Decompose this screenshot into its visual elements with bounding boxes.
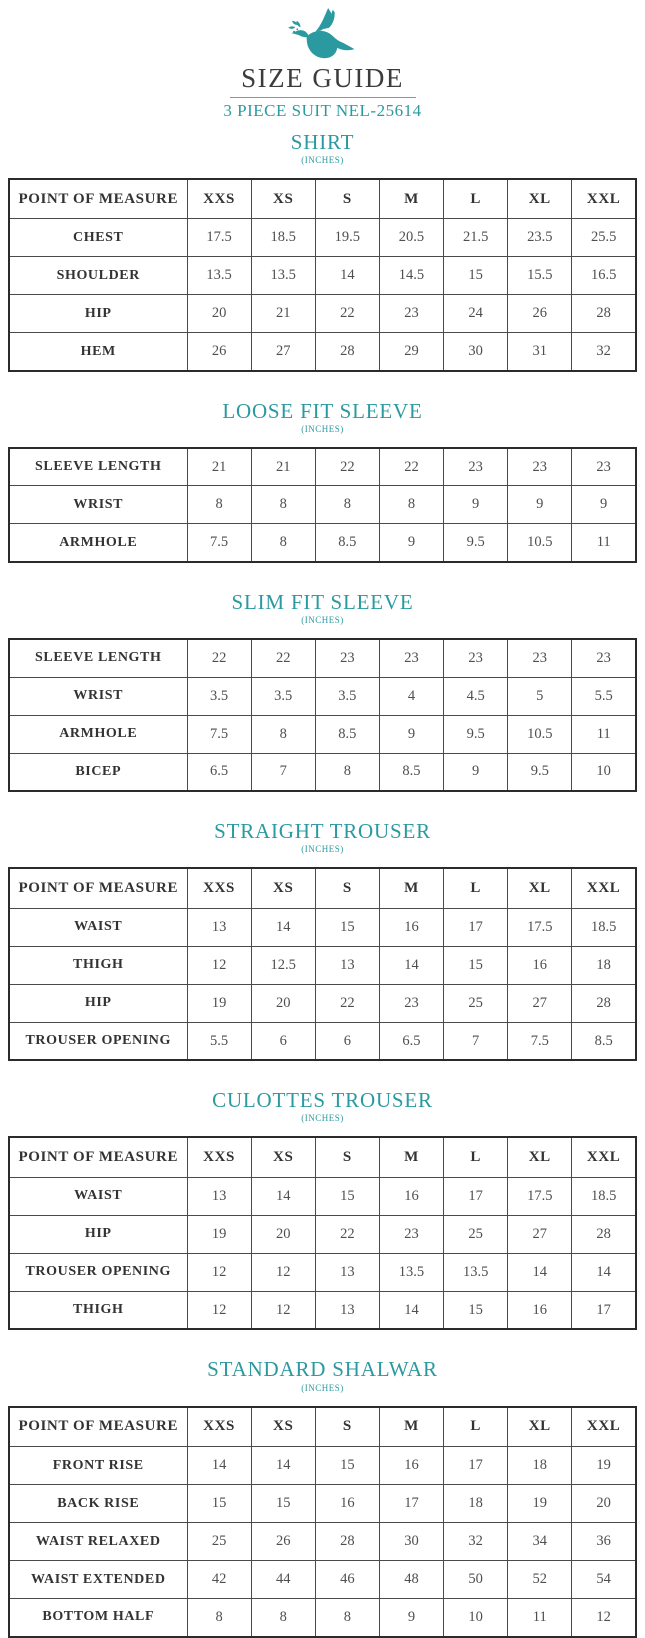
measure-value: 15 — [187, 1485, 251, 1523]
size-header-cell: XS — [251, 179, 315, 219]
measure-value: 14 — [251, 1177, 315, 1215]
measure-value: 23 — [379, 639, 443, 677]
measure-value: 22 — [251, 639, 315, 677]
size-section — [0, 819, 645, 1061]
measure-value: 11 — [572, 715, 636, 753]
section-title: SLIM FIT SLEEVE — [231, 589, 414, 614]
table-header-row — [9, 868, 636, 908]
measure-value: 21 — [187, 448, 251, 486]
measure-value: 32 — [444, 1523, 508, 1561]
measure-value: 27 — [508, 1215, 572, 1253]
measure-label: BOTTOM HALF — [9, 1599, 187, 1637]
measure-value: 9.5 — [444, 715, 508, 753]
measure-value: 32 — [572, 333, 636, 371]
measure-value: 16 — [508, 946, 572, 984]
measure-value: 8 — [315, 1599, 379, 1637]
measure-value: 36 — [572, 1523, 636, 1561]
unit-label: (INCHES) — [301, 844, 344, 855]
measure-value: 8.5 — [315, 524, 379, 562]
size-header-cell: XS — [251, 1407, 315, 1447]
size-table — [8, 1406, 637, 1638]
measure-value: 6 — [315, 1022, 379, 1060]
measure-row — [9, 448, 636, 486]
measure-value: 23 — [379, 984, 443, 1022]
size-header-cell: L — [444, 179, 508, 219]
measure-value: 9.5 — [444, 524, 508, 562]
size-header-cell: XL — [508, 1137, 572, 1177]
size-header-cell: S — [315, 1137, 379, 1177]
point-of-measure-header: POINT OF MEASURE — [9, 1407, 187, 1447]
measure-value: 16 — [379, 1447, 443, 1485]
measure-value: 3.5 — [251, 677, 315, 715]
measure-value: 8.5 — [572, 1022, 636, 1060]
measure-row — [9, 1291, 636, 1329]
measure-value: 14.5 — [379, 257, 443, 295]
size-section — [0, 399, 645, 563]
measure-row — [9, 1022, 636, 1060]
measure-value: 9 — [508, 486, 572, 524]
measure-row — [9, 677, 636, 715]
table-header-row — [9, 1407, 636, 1447]
measure-value: 42 — [187, 1561, 251, 1599]
unit-label: (INCHES) — [301, 154, 344, 165]
measure-label: FRONT RISE — [9, 1447, 187, 1485]
measure-value: 18 — [508, 1447, 572, 1485]
measure-row — [9, 1599, 636, 1637]
point-of-measure-header: POINT OF MEASURE — [9, 868, 187, 908]
measure-value: 7 — [444, 1022, 508, 1060]
section-title: STRAIGHT TROUSER — [214, 819, 431, 844]
measure-value: 15 — [315, 1177, 379, 1215]
point-of-measure-header: POINT OF MEASURE — [9, 179, 187, 219]
measure-value: 17 — [444, 1447, 508, 1485]
measure-value: 34 — [508, 1523, 572, 1561]
measure-label: BICEP — [9, 753, 187, 791]
size-header-cell: XXS — [187, 868, 251, 908]
measure-label: TROUSER OPENING — [9, 1253, 187, 1291]
measure-value: 19 — [572, 1447, 636, 1485]
measure-value: 50 — [444, 1561, 508, 1599]
brand-logo — [0, 6, 645, 62]
size-header-cell: L — [444, 868, 508, 908]
measure-value: 19 — [187, 984, 251, 1022]
measure-value: 23 — [315, 639, 379, 677]
measure-value: 18 — [572, 946, 636, 984]
measure-value: 13 — [187, 1177, 251, 1215]
measure-value: 28 — [572, 984, 636, 1022]
dove-olive-branch-icon — [287, 8, 359, 62]
measure-value: 16 — [315, 1485, 379, 1523]
measure-label: BACK RISE — [9, 1485, 187, 1523]
measure-value: 25 — [187, 1523, 251, 1561]
measure-value: 28 — [315, 333, 379, 371]
measure-value: 9 — [572, 486, 636, 524]
measure-value: 25.5 — [572, 219, 636, 257]
measure-value: 18.5 — [251, 219, 315, 257]
measure-value: 7.5 — [187, 524, 251, 562]
measure-value: 17.5 — [508, 1177, 572, 1215]
measure-value: 23 — [379, 295, 443, 333]
unit-label: (INCHES) — [301, 615, 344, 626]
measure-value: 20 — [251, 984, 315, 1022]
measure-value: 23 — [508, 639, 572, 677]
measure-value: 16 — [379, 1177, 443, 1215]
measure-value: 20 — [251, 1215, 315, 1253]
measure-value: 23 — [444, 639, 508, 677]
measure-value: 9 — [379, 524, 443, 562]
measure-row — [9, 1561, 636, 1599]
size-table — [8, 178, 637, 372]
measure-label: WAIST — [9, 1177, 187, 1215]
measure-value: 4 — [379, 677, 443, 715]
measure-value: 6.5 — [379, 1022, 443, 1060]
measure-row — [9, 1215, 636, 1253]
measure-value: 13.5 — [251, 257, 315, 295]
measure-value: 28 — [315, 1523, 379, 1561]
measure-value: 10.5 — [508, 715, 572, 753]
measure-value: 22 — [315, 448, 379, 486]
title-divider — [230, 97, 416, 98]
measure-value: 26 — [187, 333, 251, 371]
measure-label: HEM — [9, 333, 187, 371]
measure-label: WAIST RELAXED — [9, 1523, 187, 1561]
measure-value: 24 — [444, 295, 508, 333]
measure-value: 8 — [251, 1599, 315, 1637]
measure-label: HIP — [9, 984, 187, 1022]
measure-label: CHEST — [9, 219, 187, 257]
measure-value: 21.5 — [444, 219, 508, 257]
measure-row — [9, 1177, 636, 1215]
measure-value: 11 — [508, 1599, 572, 1637]
measure-value: 7.5 — [187, 715, 251, 753]
measure-row — [9, 1523, 636, 1561]
measure-value: 22 — [187, 639, 251, 677]
measure-value: 19 — [187, 1215, 251, 1253]
measure-value: 30 — [444, 333, 508, 371]
measure-value: 8 — [315, 753, 379, 791]
size-header-cell: XXL — [572, 1137, 636, 1177]
measure-value: 5.5 — [187, 1022, 251, 1060]
measure-value: 4.5 — [444, 677, 508, 715]
measure-label: TROUSER OPENING — [9, 1022, 187, 1060]
measure-value: 44 — [251, 1561, 315, 1599]
measure-row — [9, 219, 636, 257]
measure-value: 20.5 — [379, 219, 443, 257]
measure-row — [9, 524, 636, 562]
measure-value: 14 — [379, 1291, 443, 1329]
measure-label: SHOULDER — [9, 257, 187, 295]
measure-value: 14 — [187, 1447, 251, 1485]
size-header-cell: XL — [508, 1407, 572, 1447]
measure-value: 12 — [251, 1253, 315, 1291]
measure-value: 8 — [379, 486, 443, 524]
measure-value: 8.5 — [315, 715, 379, 753]
measure-value: 25 — [444, 1215, 508, 1253]
measure-label: ARMHOLE — [9, 715, 187, 753]
measure-value: 27 — [251, 333, 315, 371]
measure-value: 12 — [251, 1291, 315, 1329]
measure-value: 3.5 — [187, 677, 251, 715]
measure-row — [9, 1485, 636, 1523]
measure-value: 31 — [508, 333, 572, 371]
measure-label: THIGH — [9, 1291, 187, 1329]
measure-value: 15 — [315, 1447, 379, 1485]
measure-value: 15 — [444, 257, 508, 295]
size-header-cell: M — [379, 868, 443, 908]
size-header-cell: S — [315, 868, 379, 908]
measure-value: 21 — [251, 295, 315, 333]
section-title: CULOTTES TROUSER — [212, 1088, 433, 1113]
measure-value: 20 — [187, 295, 251, 333]
size-section — [0, 1357, 645, 1637]
measure-value: 13.5 — [379, 1253, 443, 1291]
measure-row — [9, 333, 636, 371]
measure-value: 10 — [572, 753, 636, 791]
measure-row — [9, 486, 636, 524]
measure-row — [9, 946, 636, 984]
measure-value: 20 — [572, 1485, 636, 1523]
measure-value: 23 — [444, 448, 508, 486]
measure-value: 9.5 — [508, 753, 572, 791]
section-title: STANDARD SHALWAR — [207, 1357, 438, 1382]
measure-value: 15 — [444, 946, 508, 984]
measure-value: 12 — [187, 946, 251, 984]
measure-row — [9, 984, 636, 1022]
measure-value: 22 — [379, 448, 443, 486]
measure-value: 13 — [187, 908, 251, 946]
measure-value: 22 — [315, 984, 379, 1022]
measure-value: 14 — [508, 1253, 572, 1291]
size-header-cell: XXS — [187, 1407, 251, 1447]
measure-value: 14 — [251, 908, 315, 946]
measure-label: THIGH — [9, 946, 187, 984]
size-table — [8, 1136, 637, 1330]
measure-value: 17 — [379, 1485, 443, 1523]
size-header-cell: L — [444, 1137, 508, 1177]
measure-value: 27 — [508, 984, 572, 1022]
measure-value: 15 — [444, 1291, 508, 1329]
measure-value: 8 — [251, 486, 315, 524]
size-header-cell: XL — [508, 179, 572, 219]
measure-label: ARMHOLE — [9, 524, 187, 562]
size-header-cell: S — [315, 1407, 379, 1447]
measure-value: 12 — [187, 1291, 251, 1329]
measure-value: 13 — [315, 946, 379, 984]
measure-row — [9, 639, 636, 677]
measure-value: 28 — [572, 1215, 636, 1253]
size-header-cell: M — [379, 1137, 443, 1177]
measure-value: 9 — [379, 1599, 443, 1637]
measure-value: 17.5 — [508, 908, 572, 946]
measure-row — [9, 715, 636, 753]
size-header-cell: XS — [251, 868, 315, 908]
size-header-cell: XS — [251, 1137, 315, 1177]
measure-value: 8 — [187, 486, 251, 524]
masthead — [0, 6, 645, 121]
point-of-measure-header: POINT OF MEASURE — [9, 1137, 187, 1177]
measure-value: 13.5 — [187, 257, 251, 295]
table-header-row — [9, 1137, 636, 1177]
measure-value: 9 — [379, 715, 443, 753]
measure-value: 30 — [379, 1523, 443, 1561]
measure-value: 18.5 — [572, 1177, 636, 1215]
size-table — [8, 638, 637, 792]
measure-label: WRIST — [9, 486, 187, 524]
measure-label: WAIST — [9, 908, 187, 946]
measure-value: 13.5 — [444, 1253, 508, 1291]
measure-value: 23 — [379, 1215, 443, 1253]
measure-value: 16 — [379, 908, 443, 946]
size-header-cell: L — [444, 1407, 508, 1447]
measure-value: 22 — [315, 295, 379, 333]
unit-label: (INCHES) — [301, 423, 344, 434]
measure-value: 16.5 — [572, 257, 636, 295]
measure-value: 17.5 — [187, 219, 251, 257]
measure-value: 7.5 — [508, 1022, 572, 1060]
measure-value: 10 — [444, 1599, 508, 1637]
page-subtitle: 3 PIECE SUIT NEL-25614 — [223, 100, 422, 120]
measure-value: 25 — [444, 984, 508, 1022]
measure-value: 23 — [572, 448, 636, 486]
measure-value: 18.5 — [572, 908, 636, 946]
measure-value: 48 — [379, 1561, 443, 1599]
size-section — [0, 1088, 645, 1330]
measure-value: 26 — [251, 1523, 315, 1561]
measure-label: SLEEVE LENGTH — [9, 639, 187, 677]
measure-value: 5 — [508, 677, 572, 715]
measure-value: 9 — [444, 753, 508, 791]
measure-value: 8 — [187, 1599, 251, 1637]
measure-value: 22 — [315, 1215, 379, 1253]
measure-value: 16 — [508, 1291, 572, 1329]
size-table — [8, 447, 637, 563]
measure-value: 14 — [251, 1447, 315, 1485]
measure-value: 14 — [572, 1253, 636, 1291]
measure-value: 13 — [315, 1253, 379, 1291]
measure-value: 46 — [315, 1561, 379, 1599]
measure-label: WAIST EXTENDED — [9, 1561, 187, 1599]
section-title: SHIRT — [290, 129, 355, 154]
measure-value: 23 — [508, 448, 572, 486]
measure-label: HIP — [9, 295, 187, 333]
measure-value: 26 — [508, 295, 572, 333]
size-header-cell: XL — [508, 868, 572, 908]
measure-label: HIP — [9, 1215, 187, 1253]
measure-label: SLEEVE LENGTH — [9, 448, 187, 486]
page-title: SIZE GUIDE — [241, 63, 404, 93]
measure-value: 12 — [572, 1599, 636, 1637]
size-section — [0, 590, 645, 792]
size-header-cell: XXL — [572, 179, 636, 219]
measure-value: 17 — [444, 908, 508, 946]
measure-row — [9, 1447, 636, 1485]
size-header-cell: M — [379, 1407, 443, 1447]
measure-value: 14 — [315, 257, 379, 295]
measure-value: 23.5 — [508, 219, 572, 257]
measure-row — [9, 908, 636, 946]
measure-value: 52 — [508, 1561, 572, 1599]
measure-value: 11 — [572, 524, 636, 562]
size-header-cell: XXL — [572, 1407, 636, 1447]
size-section — [0, 130, 645, 372]
measure-value: 13 — [315, 1291, 379, 1329]
table-header-row — [9, 179, 636, 219]
measure-value: 8.5 — [379, 753, 443, 791]
size-table — [8, 867, 637, 1061]
unit-label: (INCHES) — [301, 1113, 344, 1124]
measure-value: 7 — [251, 753, 315, 791]
measure-value: 29 — [379, 333, 443, 371]
measure-value: 54 — [572, 1561, 636, 1599]
size-header-cell: XXS — [187, 179, 251, 219]
size-header-cell: XXS — [187, 1137, 251, 1177]
measure-value: 8 — [251, 524, 315, 562]
measure-value: 8 — [315, 486, 379, 524]
measure-value: 6.5 — [187, 753, 251, 791]
measure-value: 15.5 — [508, 257, 572, 295]
measure-row — [9, 753, 636, 791]
sections-container — [0, 130, 645, 1638]
measure-label: WRIST — [9, 677, 187, 715]
measure-value: 19.5 — [315, 219, 379, 257]
measure-value: 14 — [379, 946, 443, 984]
measure-value: 19 — [508, 1485, 572, 1523]
measure-value: 23 — [572, 639, 636, 677]
measure-value: 17 — [572, 1291, 636, 1329]
measure-value: 18 — [444, 1485, 508, 1523]
unit-label: (INCHES) — [301, 1382, 344, 1393]
size-header-cell: M — [379, 179, 443, 219]
size-header-cell: S — [315, 179, 379, 219]
measure-value: 21 — [251, 448, 315, 486]
measure-row — [9, 257, 636, 295]
measure-value: 15 — [315, 908, 379, 946]
measure-value: 10.5 — [508, 524, 572, 562]
size-header-cell: XXL — [572, 868, 636, 908]
measure-value: 12 — [187, 1253, 251, 1291]
measure-value: 12.5 — [251, 946, 315, 984]
measure-value: 3.5 — [315, 677, 379, 715]
measure-value: 17 — [444, 1177, 508, 1215]
measure-row — [9, 1253, 636, 1291]
measure-row — [9, 295, 636, 333]
measure-value: 8 — [251, 715, 315, 753]
measure-value: 5.5 — [572, 677, 636, 715]
measure-value: 9 — [444, 486, 508, 524]
measure-value: 15 — [251, 1485, 315, 1523]
measure-value: 28 — [572, 295, 636, 333]
section-title: LOOSE FIT SLEEVE — [222, 398, 423, 423]
measure-value: 6 — [251, 1022, 315, 1060]
